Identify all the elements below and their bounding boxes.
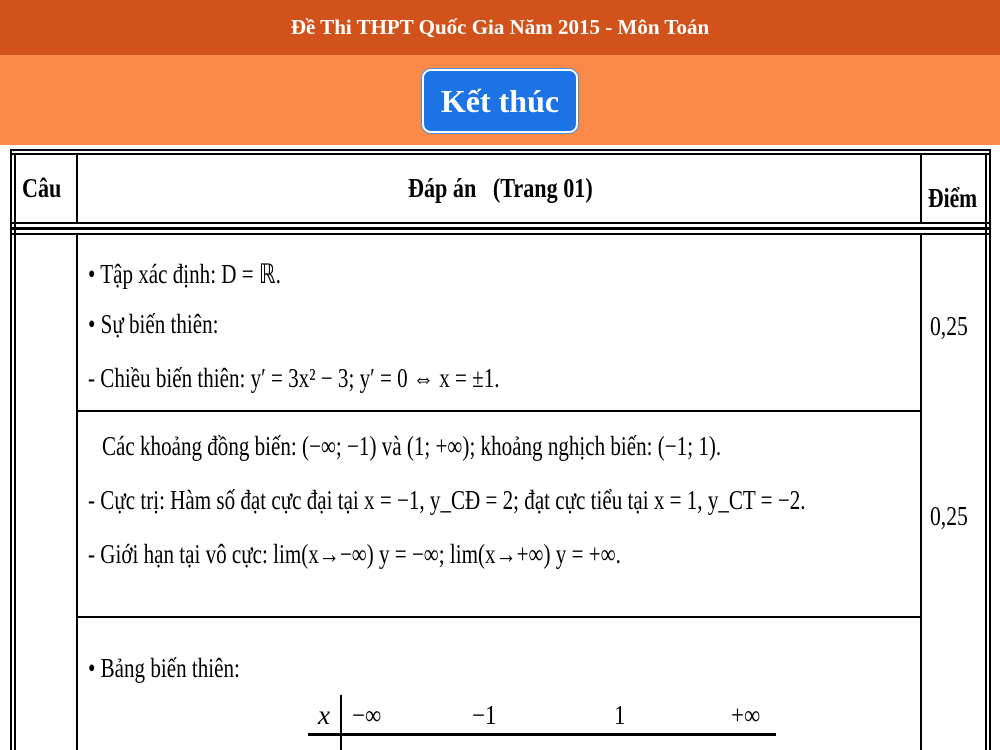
answer-line: - Cực trị: Hàm số đạt cực đại tại x = −1, y_CĐ = 2; đạt cực tiểu tại x = 1, y_CT = −2.	[88, 485, 806, 515]
answer-document	[0, 145, 1000, 750]
app-title-bar	[0, 0, 1000, 55]
score-value: 0,25	[930, 501, 968, 531]
answer-line: - Chiều biến thiên: y′ = 3x² − 3; y′ = 0 ⇔ x = ±1.	[88, 363, 500, 393]
score-value: 0,25	[930, 311, 968, 341]
page-title: Đề Thi THPT Quốc Gia Năm 2015 - Môn Toán	[290, 15, 710, 39]
end-button[interactable]: Kết thúc	[422, 69, 578, 133]
header-answer: Đáp án (Trang 01)	[408, 173, 593, 203]
answer-line: • Tập xác định: D = ℝ.	[88, 259, 281, 289]
variation-value: 1	[614, 700, 626, 730]
variation-value: −∞	[352, 700, 382, 730]
header-score: Điểm	[928, 183, 978, 213]
answer-line: Các khoảng đồng biến: (−∞; −1) và (1; +∞); khoảng nghịch biến: (−1; 1).	[102, 431, 722, 461]
answer-line: - Giới hạn tại vô cực: lim(x→−∞) y = −∞; lim(x→+∞) y = +∞.	[88, 539, 621, 569]
variation-value: +∞	[731, 700, 761, 730]
header-question: Câu	[22, 173, 62, 203]
variation-var: x	[318, 700, 330, 730]
answer-line: • Bảng biến thiên:	[88, 653, 240, 683]
action-bar	[0, 55, 1000, 145]
answer-line: • Sự biến thiên:	[88, 309, 219, 339]
variation-value: −1	[472, 700, 497, 730]
